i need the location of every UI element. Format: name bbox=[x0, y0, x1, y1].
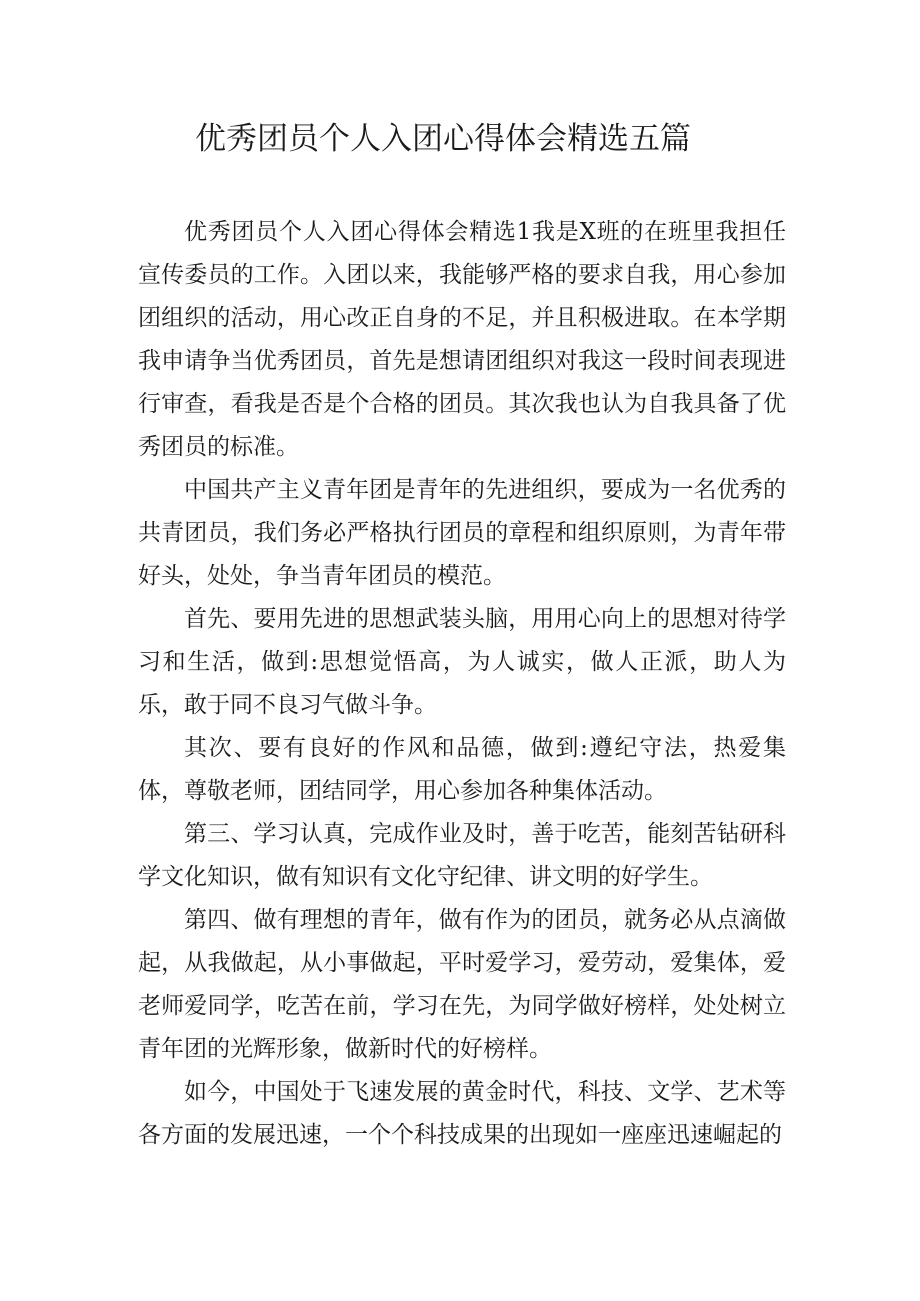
paragraph: 第四、做有理想的青年，做有作为的团员，就务必从点滴做起，从我做起，从小事做起，平时爱学习，爱劳动，爱集体，爱老师爱同学，吃苦在前，学习在先，为同学做好榜样，处处树立青年团的光辉形象，做新时代的好榜样。 bbox=[138, 907, 786, 1062]
paragraph: 其次、要有良好的作风和品德，做到:遵纪守法，热爱集体，尊敬老师，团结同学，用心参加各种集体活动。 bbox=[138, 735, 786, 804]
paragraph: 中国共产主义青年团是青年的先进组织，要成为一名优秀的共青团员，我们务必严格执行团员的章程和组织原则，为青年带好头，处处，争当青年团员的模范。 bbox=[138, 477, 786, 589]
document-body bbox=[138, 211, 786, 1157]
paragraph: 优秀团员个人入团心得体会精选1我是X班的在班里我担任宣传委员的工作。入团以来，我能够严格的要求自我，用心参加团组织的活动，用心改正自身的不足，并且积极进取。在本学期我申请争当优秀团员，首先是想请团组织对我这一段时间表现进行审查，看我是否是个合格的团员。其次我也认为自我具备了优秀团员的标准。 bbox=[138, 219, 786, 460]
document-title: 优秀团员个人入团心得体会精选五篇 bbox=[195, 121, 691, 157]
paragraph: 第三、学习认真，完成作业及时，善于吃苦，能刻苦钻研科学文化知识，做有知识有文化守纪律、讲文明的好学生。 bbox=[138, 821, 786, 890]
paragraph: 首先、要用先进的思想武装头脑，用用心向上的思想对待学习和生活，做到:思想觉悟高，为人诚实，做人正派，助人为乐，敢于同不良习气做斗争。 bbox=[138, 606, 786, 718]
paragraph: 如今，中国处于飞速发展的黄金时代，科技、文学、艺术等各方面的发展迅速，一个个科技成果的出现如一座座迅速崛起的 bbox=[138, 1079, 786, 1148]
